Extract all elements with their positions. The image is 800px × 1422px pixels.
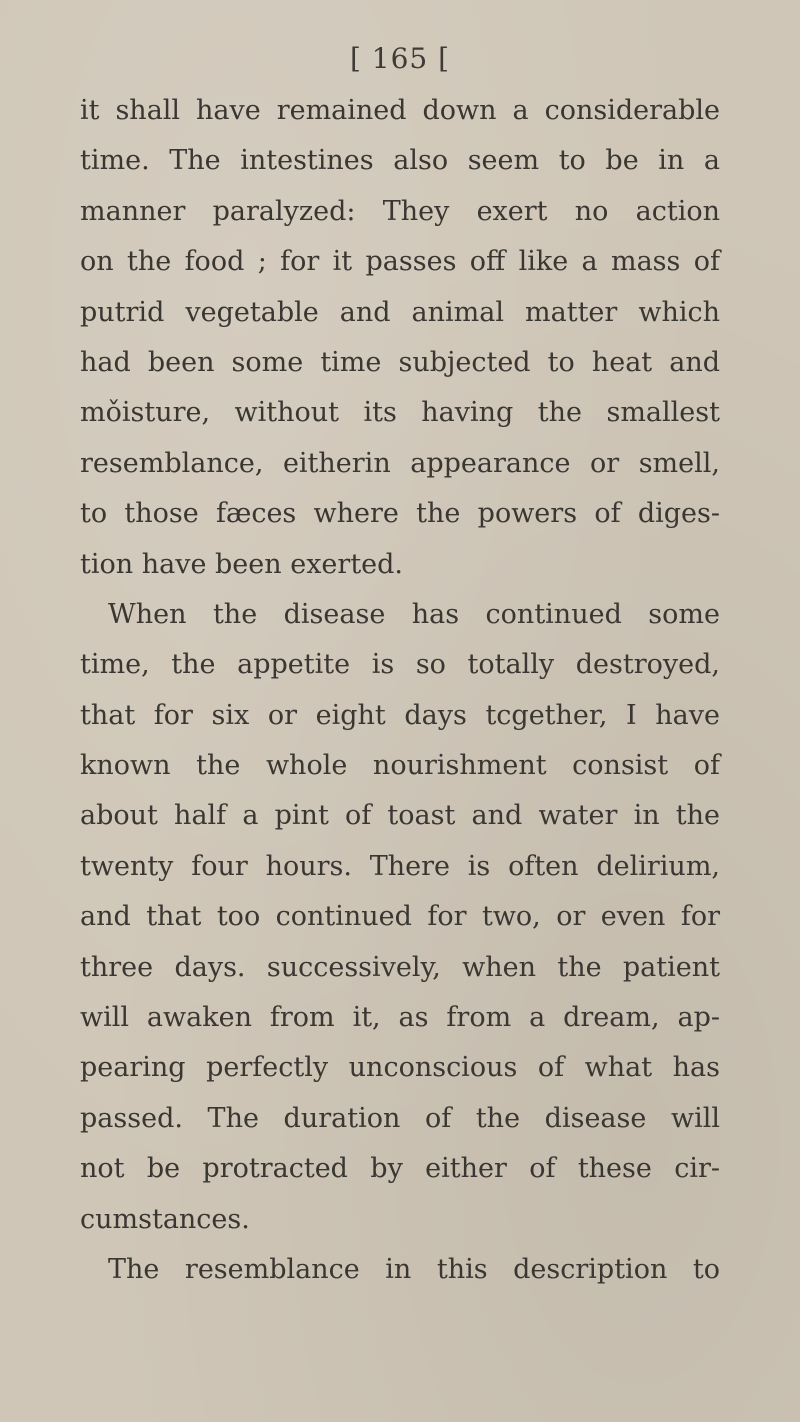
text-line: will awaken from it, as from a dream, ap- <box>80 1002 720 1034</box>
text-line: not be protracted by either of these cir- <box>80 1153 720 1185</box>
text-line: that for six or eight days tcgether, I have <box>80 699 720 731</box>
text-line: three days. successively, when the patient <box>80 951 720 983</box>
page-number: [ 165 [ <box>349 42 451 75</box>
text-line: When the disease has continued some <box>108 598 720 630</box>
text-line: known the whole nourishment consist of <box>80 750 720 782</box>
text-line: passed. The duration of the disease will <box>80 1102 720 1134</box>
text-line: manner paralyzed: They exert no action <box>80 195 720 227</box>
text-line: it shall have remained down a considerable <box>80 95 720 126</box>
text-line: had been some time subjected to heat and <box>80 346 720 378</box>
text-line: The resemblance in this description to <box>108 1253 720 1285</box>
text-line: about half a pint of toast and water in the <box>80 800 720 832</box>
text-line: pearing perfectly unconscious of what has <box>80 1052 720 1084</box>
text-line: twenty four hours. There is often delirium, <box>80 850 720 882</box>
text-line: mǒisture, without its having the smallest <box>80 397 720 429</box>
text-line: cumstances. <box>80 1203 250 1235</box>
text-line: on the food ; for it passes off like a mass of <box>80 246 720 278</box>
text-line: time, the appetite is so totally destroyed, <box>80 649 720 681</box>
text-line: and that too continued for two, or even for <box>80 901 720 933</box>
text-line: resemblance, eitherin appearance or smell, <box>80 447 720 479</box>
body-text <box>80 86 720 1295</box>
text-line: tion have been exerted. <box>80 548 404 580</box>
text-line: putrid vegetable and animal matter which <box>80 296 720 328</box>
text-line: time. The intestines also seem to be in a <box>80 145 720 177</box>
text-line: to those fæces where the powers of diges- <box>80 498 720 530</box>
